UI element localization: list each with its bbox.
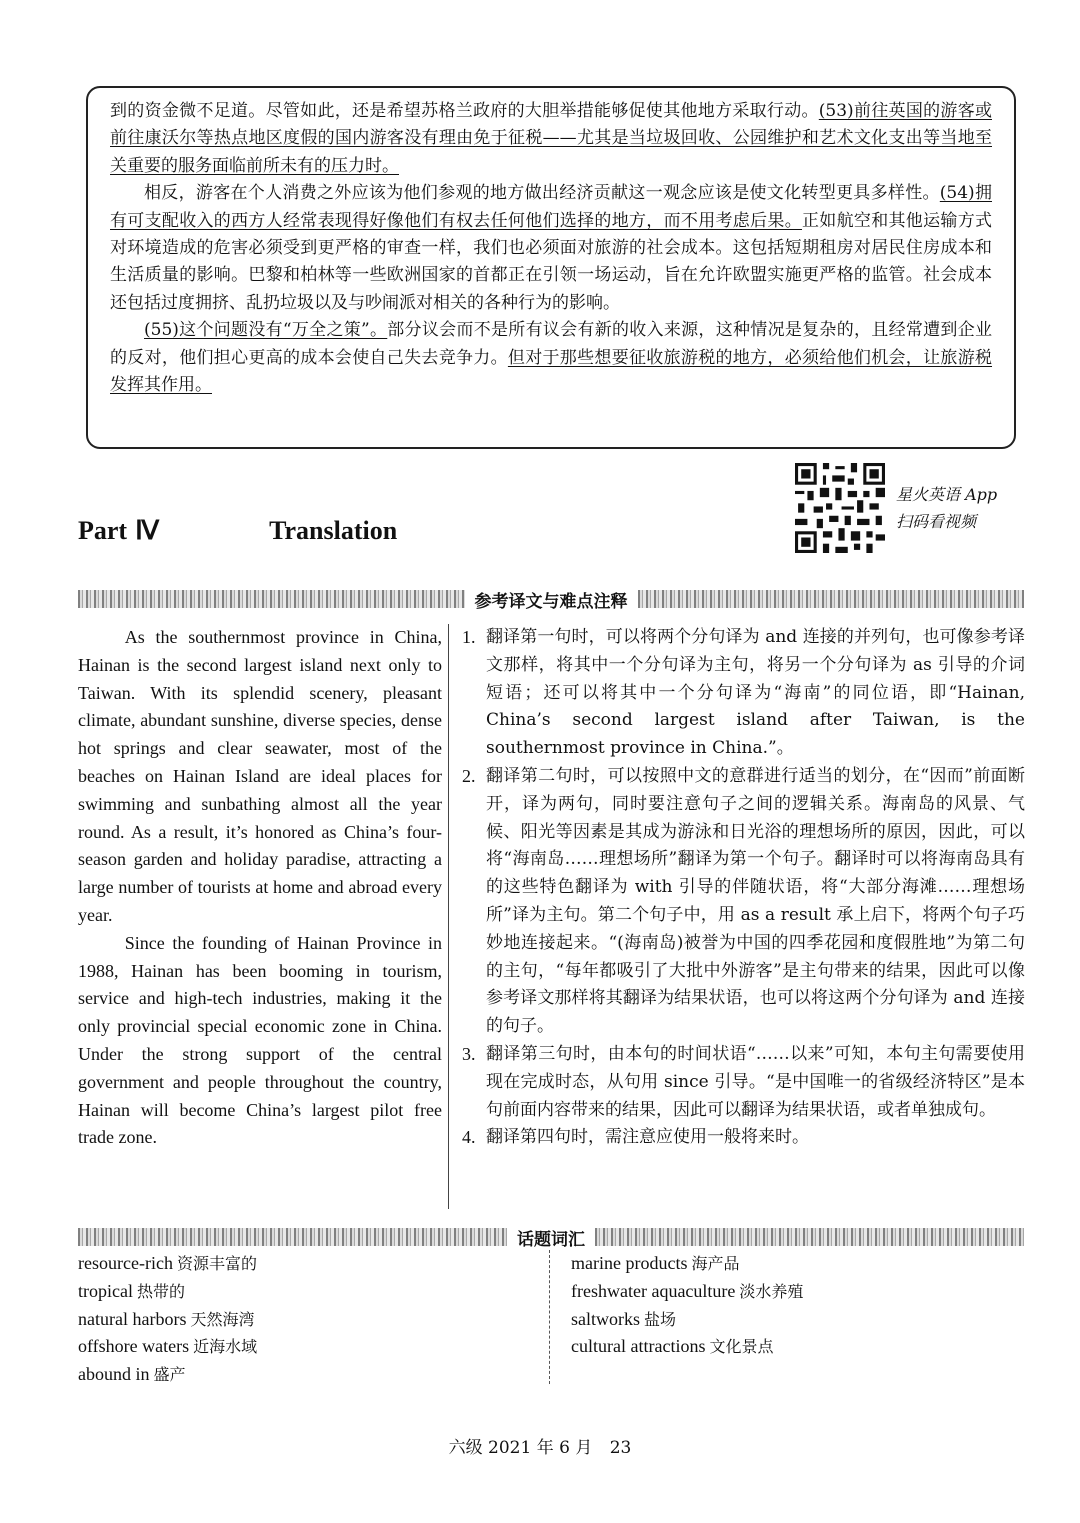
note-item: 2. 翻译第二句时，可以按照中文的意群进行适当的划分，在“因而”前面断开，译为两句，同时要注意句子之间的逻辑关系。海南岛的风景、气候、阳光等因素是其成为游泳和日光浴的理想场所的原因，因此，可以将“海南岛……理想场所”翻译为第一个句子。翻译时可以将海南岛具有的这些特色翻译为 with 引导的伴随状语，将“大部分海滩……理想场所”译为主句。第二个句子中，用 as a result 承上启下，将两个句子巧妙地连接起来。“(海南岛)被誉为中国的四季花园和度假胜地”为第二句的主句，“每年都吸引了大批中外游客”是主句带来的结果，因此可以像参考译文那样将其翻译为结果状语，也可以将这两个分句译为 and 连接的句子。 — [462, 765, 1025, 1037]
english-translation — [78, 624, 442, 1152]
note-item: 4. 翻译第四句时，需注意应使用一般将来时。 — [462, 1127, 809, 1148]
vocab-list-right — [571, 1250, 803, 1361]
issue-label: 六级 2021 年 6 月 — [448, 1438, 593, 1458]
vocab-list-left — [78, 1250, 257, 1389]
part-label: Part — [78, 516, 128, 545]
part-heading — [78, 516, 397, 546]
note-item: 3. 翻译第三句时，由本句的时间状语“……以来”可知，本句主句需要使用现在完成时态，从句用 since 引导。“是中国唯一的省级经济特区”是本句前面内容带来的结果，因此可以翻译为结果状语，或者单独成句。 — [462, 1043, 1025, 1120]
vocab-item: abound in 盛产 — [78, 1364, 186, 1385]
banner-pattern-right — [595, 1228, 1024, 1246]
page-number: 23 — [609, 1438, 632, 1458]
vocab-item: saltworks 盐场 — [571, 1308, 677, 1329]
underlined-sentence-54: (54)拥有可支配收入的西方人经常表现得好像他们有权去任何他们选择的地方，而不用考虑后果。 — [110, 183, 992, 231]
app-instruction: 扫码看视频 — [896, 512, 977, 531]
note-item: 1. 翻译第一句时，可以将两个分句译为 and 连接的并列句，也可像参考译文那样，将其中一个分句译为主句，将另一个分句译为 as 引导的介词短语；还可以将其中一个分句译为“海南”的同位语，即“Hainan, China’s second largest island after Taiwan, is the southernmost province in China.”。 — [462, 627, 1025, 759]
banner-label: 话题词汇 — [507, 1225, 595, 1250]
box-paragraph-1: 到的资金微不足道。尽管如此，还是希望苏格兰政府的大胆举措能够促使其他地方采取行动。(53)前往英国的游客或前往康沃尔等热点地区度假的国内游客没有理由免于征税——尤其是当垃圾回收、公园维护和艺术文化支出等当地至关重要的服务面临前所未有的压力时。 — [110, 101, 992, 176]
vocab-item: tropical 热带的 — [78, 1280, 185, 1301]
app-name: 星火英语 App — [896, 485, 998, 504]
box-paragraph-2: 相反，游客在个人消费之外应该为他们参观的地方做出经济贡献这一观念应该是使文化转型更具多样性。(54)拥有可支配收入的西方人经常表现得好像他们有权去任何他们选择的地方，而不用考虑后果。正如航空和其他运输方式对环境造成的危害必须受到更严格的审查一样，我们也必须面对旅游的社会成本。这包括短期租房对居民住房成本和生活质量的影响。巴黎和柏林等一些欧洲国家的首都正在引领一场运动，旨在允许欧盟实施更严格的监管。社会成本还包括过度拥挤、乱扔垃圾以及与吵闹派对相关的各种行为的影响。 — [110, 183, 992, 313]
vocab-item: natural harbors 天然海湾 — [78, 1308, 255, 1329]
part-number: Ⅳ — [135, 516, 160, 545]
translation-notes — [462, 624, 1025, 1152]
underlined-sentence-55b: 但对于那些想要征收旅游税的地方，必须给他们机会，让旅游税发挥其作用。 — [110, 347, 993, 396]
box-paragraph-3: (55)这个问题没有“万全之策”。部分议会而不是所有议会有新的收入来源，这种情况是复杂的，且经常遭到企业的反对，他们担心更高的成本会使自己失去竞争力。但对于那些想要征收旅游税的地方，必须给他们机会，让旅游税发挥其作用。 — [110, 320, 993, 396]
vocab-item: offshore waters 近海水域 — [78, 1336, 258, 1357]
column-divider — [448, 624, 449, 1209]
section-banner-vocabulary — [78, 1226, 1024, 1248]
translation-paragraph-1: As the southernmost province in China, Hainan is the second largest island next only to Taiwan. With its splendid scenery, pleasant climate, abundant sunshine, diverse species, dense hot springs and clear seawater, most of the beaches on Hainan Island are ideal places for swimming and sunbathing almost all the year round. As a result, it’s honored as China’s four-season garden and holiday paradise, attracting a large number of tourists at home and abroad every year. — [78, 627, 442, 925]
translation-paragraph-2: Since the founding of Hainan Province in 1988, Hainan has been booming in tourism, service and high-tech industries, making it the only provincial special economic zone in China. Under the strong support of the central government and people throughout the country, Hainan will become China’s largest pilot free trade zone. — [78, 932, 442, 1148]
vocab-item: resource-rich 资源丰富的 — [78, 1253, 257, 1273]
qr-code-icon[interactable] — [795, 463, 885, 553]
part-title: Translation — [269, 516, 398, 545]
reference-translation-box — [86, 86, 1016, 449]
banner-pattern-left — [78, 1228, 507, 1246]
vocab-item: marine products 海产品 — [571, 1253, 740, 1273]
underlined-sentence-53: (53)前往英国的游客或前往康沃尔等热点地区度假的国内游客没有理由免于征税——尤其是当垃圾回收、公园维护和艺术文化支出等当地至关重要的服务面临前所未有的压力时。 — [110, 101, 992, 176]
banner-label: 参考译文与难点注释 — [465, 587, 638, 612]
vocab-divider — [549, 1250, 550, 1384]
app-promo-text — [896, 481, 997, 535]
banner-pattern-left — [78, 590, 465, 608]
vocab-item: freshwater aquaculture 淡水养殖 — [571, 1280, 804, 1301]
vocab-item: cultural attractions 文化景点 — [571, 1336, 774, 1357]
page-footer — [0, 1433, 1080, 1458]
underlined-sentence-55a: (55)这个问题没有“万全之策”。 — [144, 320, 388, 341]
section-banner-reference — [78, 588, 1024, 610]
banner-pattern-right — [638, 590, 1025, 608]
